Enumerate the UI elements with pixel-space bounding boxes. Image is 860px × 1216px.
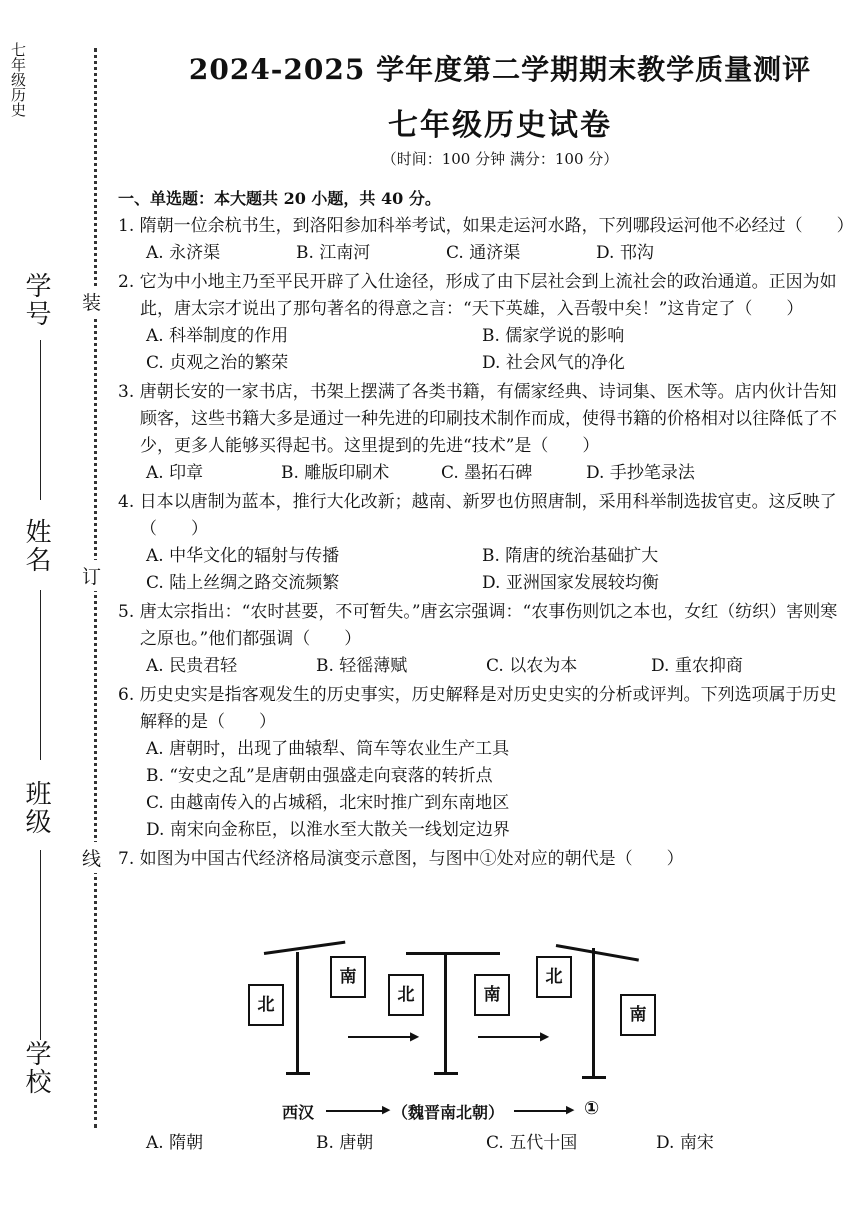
economic-pattern-diagram <box>240 932 660 1132</box>
label-marker-1: ① <box>584 1098 600 1119</box>
option-d[interactable]: D. 亚洲国家发展较均衡 <box>482 573 659 593</box>
scale-2-base <box>434 1072 458 1075</box>
question-4 <box>118 489 846 597</box>
label-arrow-1-head: ▶ <box>382 1103 391 1116</box>
option-d[interactable]: D. 南宋 <box>656 1133 714 1153</box>
label-arrow-2-head: ▶ <box>566 1103 575 1116</box>
option-a[interactable]: A. 隋朝 <box>146 1133 204 1153</box>
student-no-label: 学号 <box>21 272 51 328</box>
scale-1-pole <box>296 952 299 1072</box>
scale-3-south-box: 南 <box>620 994 656 1036</box>
arrow-2 <box>478 1036 544 1038</box>
option-c[interactable]: C. 五代十国 <box>486 1133 578 1153</box>
option-b[interactable]: B. 隋唐的统治基础扩大 <box>482 546 659 566</box>
option-c[interactable]: C. 通济渠 <box>446 243 521 263</box>
scale-3-north-box: 北 <box>536 956 572 998</box>
name-line[interactable] <box>40 590 41 760</box>
option-b[interactable]: B. 轻徭薄赋 <box>316 656 408 676</box>
name-label: 姓名 <box>21 518 51 574</box>
question-stem: 5. 唐太宗指出：“农时甚要，不可暂失。”唐玄宗强调：“农事伤则饥之本也，女红（纺织）害则寒之原也。”他们都强调（ ） <box>118 602 838 649</box>
section-heading: 一、单选题：本大题共 20 小题，共 40 分。 <box>118 189 441 208</box>
question-6 <box>118 682 846 844</box>
label-western-han: 西汉 <box>282 1103 315 1122</box>
option-b[interactable]: B. 江南河 <box>296 243 371 263</box>
question-2 <box>118 269 846 377</box>
option-c[interactable]: C. 由越南传入的占城稻，北宋时推广到东南地区 <box>146 793 510 813</box>
option-b[interactable]: B. 唐朝 <box>316 1133 374 1153</box>
question-stem: 2. 它为中小地主乃至平民开辟了入仕途径，形成了由下层社会到上流社会的政治通道。正因为如此，唐太宗才说出了那句著名的得意之言：“天下英雄，入吾彀中矣！”这肯定了（ ） <box>118 272 837 319</box>
question-5 <box>118 599 846 680</box>
exam-title: 2024-2025 学年度第二学期期末教学质量测评 <box>188 53 812 86</box>
cut-mark-ding: 订 <box>82 560 101 591</box>
scale-1-south-box: 南 <box>330 956 366 998</box>
scale-3-base <box>582 1076 606 1079</box>
label-arrow-1 <box>326 1110 386 1112</box>
option-c[interactable]: C. 以农为本 <box>486 656 578 676</box>
scale-2-south-box: 南 <box>474 974 510 1016</box>
option-a[interactable]: A. 永济渠 <box>146 243 221 263</box>
question-stem: 4. 日本以唐制为蓝本，推行大化改新；越南、新罗也仿照唐制，采用科举制选拔官吏。这反映了（ ） <box>118 492 837 539</box>
scale-3-pole <box>592 948 595 1076</box>
arrow-2-head: ▶ <box>540 1029 550 1043</box>
label-wei-jin: （魏晋南北朝） <box>392 1103 505 1122</box>
exam-info: （时间：100 分钟 满分：100 分） <box>381 150 619 168</box>
question-3 <box>118 379 846 487</box>
question-1 <box>118 213 854 267</box>
option-c[interactable]: C. 贞观之治的繁荣 <box>146 353 289 373</box>
option-a[interactable]: A. 印章 <box>146 463 204 483</box>
scale-2-pole <box>444 952 447 1072</box>
option-d[interactable]: D. 邗沟 <box>596 243 654 263</box>
school-label: 学校 <box>21 1040 51 1096</box>
question-stem: 6. 历史史实是指客观发生的历史事实，历史解释是对历史史实的分析或评判。下列选项属于历史解释的是（ ） <box>118 685 837 732</box>
option-b[interactable]: B. 雕版印刷术 <box>281 463 390 483</box>
scale-2-north-box: 北 <box>388 974 424 1016</box>
option-c[interactable]: C. 墨拓石碑 <box>441 463 533 483</box>
question-list <box>118 186 854 875</box>
question-7 <box>118 846 846 873</box>
option-d[interactable]: D. 南宋向金称臣，以淮水至大散关一线划定边界 <box>146 820 510 840</box>
option-c[interactable]: C. 陆上丝绸之路交流频繁 <box>146 573 340 593</box>
label-arrow-2 <box>514 1110 570 1112</box>
exam-subtitle: 七年级历史试卷 <box>388 108 612 143</box>
arrow-1 <box>348 1036 414 1038</box>
option-a[interactable]: A. 民贵君轻 <box>146 656 238 676</box>
scale-1-base <box>286 1072 310 1075</box>
scale-1-north-box: 北 <box>248 984 284 1026</box>
question-stem: 3. 唐朝长安的一家书店，书架上摆满了各类书籍，有儒家经典、诗词集、医术等。店内伙计告知顾客，这些书籍大多是通过一种先进的印刷技术制作而成，使得书籍的价格相对以往降低了不少，更多人能够买得起书。这里提到的先进“技术”是（ ） <box>118 382 837 456</box>
question-stem: 1. 隋朝一位余杭书生，到洛阳参加科举考试，如果走运河水路，下列哪段运河他不必经过（ ） <box>118 216 854 236</box>
scale-1-beam <box>264 941 346 955</box>
cut-mark-zhuang: 装 <box>82 286 101 317</box>
school-line[interactable] <box>40 1010 41 1040</box>
question-7-options <box>146 1128 846 1153</box>
option-d[interactable]: D. 手抄笔录法 <box>586 463 695 483</box>
scale-2-beam <box>406 952 500 955</box>
question-stem: 7. 如图为中国古代经济格局演变示意图，与图中①处对应的朝代是（ ） <box>118 849 684 869</box>
option-a[interactable]: A. 唐朝时，出现了曲辕犁、筒车等农业生产工具 <box>146 739 510 759</box>
class-label: 班级 <box>21 780 51 836</box>
cut-mark-xian: 线 <box>82 842 101 873</box>
option-b[interactable]: B. 儒家学说的影响 <box>482 326 625 346</box>
student-no-line[interactable] <box>40 340 41 500</box>
option-a[interactable]: A. 中华文化的辐射与传播 <box>146 546 340 566</box>
option-b[interactable]: B. “安史之乱”是唐朝由强盛走向衰落的转折点 <box>146 766 493 786</box>
option-a[interactable]: A. 科举制度的作用 <box>146 326 289 346</box>
class-line[interactable] <box>40 850 41 1020</box>
margin-note: 七年级历史 <box>9 42 27 117</box>
option-d[interactable]: D. 重农抑商 <box>651 656 743 676</box>
arrow-1-head: ▶ <box>410 1029 420 1043</box>
option-d[interactable]: D. 社会风气的净化 <box>482 353 625 373</box>
